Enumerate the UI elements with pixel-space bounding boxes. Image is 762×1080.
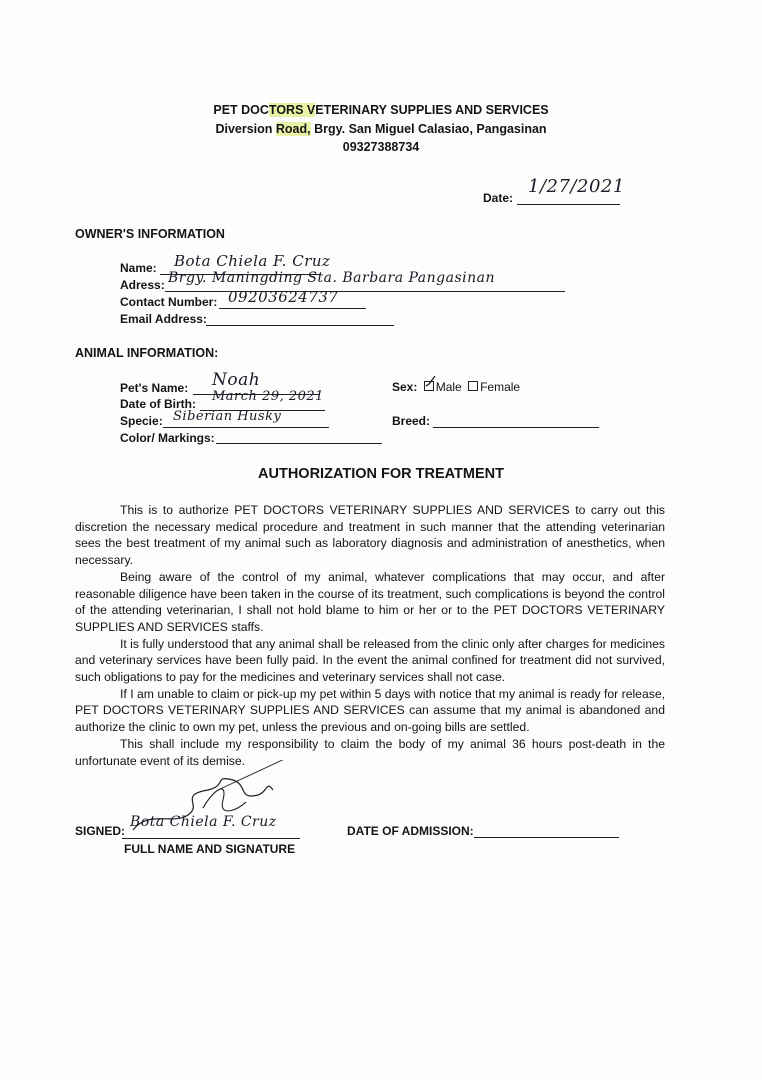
pet-name-label: Pet's Name: xyxy=(120,381,189,395)
owner-contact-label: Contact Number: xyxy=(120,295,218,309)
owner-contact-value[interactable]: 09203624737 xyxy=(228,288,339,306)
company-phone: 09327388734 xyxy=(342,140,420,154)
signed-label: SIGNED: xyxy=(75,824,126,838)
signed-value[interactable]: Bota Chiela F. Cruz xyxy=(130,814,277,830)
specie-label: Specie: xyxy=(120,414,163,428)
check-mark-icon xyxy=(425,376,437,390)
breed-label: Breed: xyxy=(392,414,431,428)
owner-section-title: OWNER'S INFORMATION xyxy=(75,227,225,241)
company-address xyxy=(0,122,762,136)
sex-field xyxy=(392,380,520,394)
breed-line xyxy=(433,427,599,428)
owner-address-line xyxy=(165,291,565,292)
signature-line xyxy=(122,838,300,839)
date-of-admission-label: DATE OF ADMISSION: xyxy=(347,824,474,838)
animal-section-title: ANIMAL INFORMATION: xyxy=(75,346,219,360)
sex-label: Sex: xyxy=(392,380,418,394)
authorization-body xyxy=(75,502,665,769)
company-name xyxy=(0,103,762,117)
date-handwritten[interactable]: 1/27/2021 xyxy=(528,176,625,197)
male-checkbox[interactable] xyxy=(424,381,434,391)
owner-address-label: Adress: xyxy=(120,278,165,292)
specie-line xyxy=(163,427,329,428)
date-line xyxy=(517,204,620,205)
authorization-paragraph: If I am unable to claim or pick-up my pet within 5 days with notice that my animal is ready for release, PET DOCTORS VETERINARY SUPPLIES AND SERVICES can assume that my animal is abandoned and authorize the clinic to own my pet, unless the previous and on-going bills are settled. xyxy=(75,686,665,735)
address-highlight: Road, xyxy=(275,122,311,136)
authorization-title: AUTHORIZATION FOR TREATMENT xyxy=(258,466,504,482)
owner-email-line xyxy=(206,325,394,326)
female-option-label: Female xyxy=(480,380,521,394)
address-part: Brgy. San Miguel Calasiao, Pangasinan xyxy=(310,122,547,136)
authorization-paragraph: This shall include my responsibility to claim the body of my animal 36 hours post-death in the unfortunate event of its demise. xyxy=(75,736,665,768)
owner-name-value[interactable]: Bota Chiela F. Cruz xyxy=(174,252,331,270)
owner-contact-line xyxy=(219,308,366,309)
company-name-part: ETERINARY SUPPLIES AND SERVICES xyxy=(315,103,549,117)
color-line xyxy=(216,443,382,444)
date-label: Date: xyxy=(483,191,514,205)
owner-email-label: Email Address: xyxy=(120,312,207,326)
pet-name-value[interactable]: Noah xyxy=(212,370,261,390)
authorization-paragraph: This is to authorize PET DOCTORS VETERINARY SUPPLIES AND SERVICES to carry out this discretion the necessary medical procedure and treatment in such manner that the attending veterinarian sees the best treatment of my animal such as laboratory diagnosis and administration of anesthetics, when necessary. xyxy=(75,503,665,568)
color-label: Color/ Markings: xyxy=(120,431,215,445)
date-of-admission-line xyxy=(474,837,619,838)
female-checkbox[interactable] xyxy=(468,381,478,391)
authorization-paragraph: It is fully understood that any animal shall be released from the clinic only after charges for medicines and veterinary services have been fully paid. In the event the animal confined for treatment did not survived, such obligations to pay for the medicines and veterinary services shall not case. xyxy=(75,636,665,685)
specie-value[interactable]: Siberian Husky xyxy=(173,409,282,424)
dob-label: Date of Birth: xyxy=(120,397,196,411)
address-part: Diversion xyxy=(215,122,276,136)
owner-name-label: Name: xyxy=(120,261,157,275)
signature-caption: FULL NAME AND SIGNATURE xyxy=(124,842,296,856)
company-name-part: PET DOC xyxy=(213,103,269,117)
dob-value[interactable]: March 29, 2021 xyxy=(212,389,324,404)
company-name-highlight: TORS V xyxy=(268,103,316,117)
male-option-label: Male xyxy=(435,380,462,394)
authorization-paragraph: Being aware of the control of my animal, whatever complications that may occur, and after reasonable diligence have been taken in the course of its treatment, such complications is beyond the control of the attending veterinarian, I shall not hold blame to him or her or to the PET DOCTORS VETERINARY SUPPLIES AND SERVICES staffs. xyxy=(75,569,665,634)
owner-address-value[interactable]: Brgy. Maningding Sta. Barbara Pangasinan xyxy=(168,270,496,286)
